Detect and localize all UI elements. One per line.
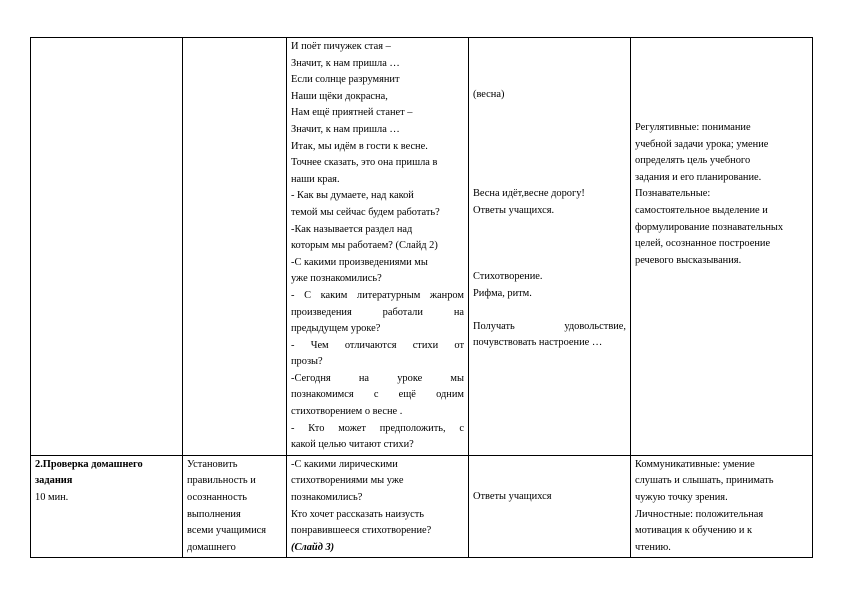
teacher-question-line: которым мы работаем? (Слайд 2) — [291, 240, 438, 252]
uud-line: учебной задачи урока; умение — [635, 138, 769, 150]
student-answer: Ответы учащихся. — [473, 205, 555, 216]
student-answer: Стихотворение. — [473, 271, 543, 282]
teacher-question-line: Кто хочет рассказать наизусть — [291, 508, 424, 520]
poem-line: Нам ещё приятней станет – — [291, 107, 413, 119]
goal-line: Установить — [187, 458, 238, 470]
teacher-question-line: уже познакомились? — [291, 273, 382, 285]
uud-line: Личностные: положительная — [635, 508, 764, 520]
uud-line: формулирование познавательных — [635, 221, 784, 233]
poem-line: Если солнце разрумянит — [291, 74, 400, 86]
table-row — [31, 455, 813, 558]
poem-line: Значит, к нам пришла … — [291, 57, 400, 69]
teacher-question-line: -С какими произведениями мы — [291, 256, 428, 268]
uud-line: задания и его планирование. — [635, 171, 762, 183]
teacher-text-line: стихотворением о весне . — [291, 406, 403, 418]
teacher-question-line: -Как называется раздел над — [291, 223, 413, 235]
teacher-question-line: понравившееся стихотворение? — [291, 525, 432, 537]
teacher-activity-cell — [287, 455, 469, 558]
student-answer: Рифма, ритм. — [473, 288, 532, 299]
teacher-question-line: - Кто может предположить, с — [291, 422, 464, 434]
student-answer: Ответы учащихся — [473, 490, 552, 502]
goal-line: выполнения — [187, 508, 241, 520]
student-activity-cell — [469, 38, 631, 456]
uud-line: самостоятельное выделение и — [635, 204, 768, 216]
uud-line: мотивация к обучению и к — [635, 525, 753, 537]
stage-time: 10 мин. — [35, 492, 69, 504]
goal-cell — [183, 38, 287, 456]
uud-line: целей, осознанное построение — [635, 238, 771, 250]
uud-line: Регулятивные: понимание — [635, 122, 751, 133]
uud-line: чтению. — [635, 541, 671, 553]
teacher-question-line: - Чем отличаются стихи от — [291, 339, 464, 351]
teacher-text-line: познакомимся с ещё одним — [291, 389, 464, 401]
goal-line: домашнего — [187, 541, 236, 553]
goal-line: правильность и — [187, 475, 256, 487]
slide-reference: (Слайд 3) — [291, 541, 335, 553]
teacher-question-line: темой мы сейчас будем работать? — [291, 206, 440, 218]
teacher-question-line: прозы? — [291, 356, 323, 368]
uud-line: Коммуникативные: умение — [635, 458, 755, 470]
student-activity-cell — [469, 455, 631, 558]
uud-line: чужую точку зрения. — [635, 492, 728, 504]
uud-line: слушать и слышать, принимать — [635, 475, 774, 487]
goal-line: всеми учащимися — [187, 525, 267, 537]
uud-line: Познавательные: — [635, 188, 711, 200]
teacher-question-line: - С каким литературным жанром — [291, 289, 464, 301]
student-answer: Весна идёт,весне дорогу! — [473, 188, 585, 199]
lesson-plan-table — [30, 37, 813, 558]
student-answer: Получать удовольствие, — [473, 321, 626, 332]
stage-title: 2.Проверка домашнего — [35, 458, 143, 470]
table-row — [31, 38, 813, 456]
goal-line: осознанность — [187, 492, 248, 504]
uud-cell — [631, 38, 813, 456]
poem-line: И поёт пичужек стая – — [291, 41, 391, 52]
teacher-text-line: наши края. — [291, 173, 340, 185]
uud-line: определять цель учебного — [635, 155, 751, 167]
teacher-question-line: предыдущем уроке? — [291, 323, 381, 335]
student-answer: (весна) — [473, 89, 505, 100]
stage-cell — [31, 38, 183, 456]
uud-cell — [631, 455, 813, 558]
teacher-question-line: -С какими лирическими — [291, 458, 398, 470]
uud-line: речевого высказывания. — [635, 254, 742, 266]
teacher-question-line: - Как вы думаете, над какой — [291, 190, 414, 202]
teacher-text-line: Итак, мы идём в гости к весне. — [291, 140, 428, 152]
teacher-question-line: произведения работали на — [291, 306, 464, 318]
stage-cell — [31, 455, 183, 558]
teacher-text-line: Точнее сказать, это она пришла в — [291, 157, 438, 169]
goal-cell — [183, 455, 287, 558]
teacher-question-line: познакомились? — [291, 492, 363, 504]
teacher-question-line: какой целью читают стихи? — [291, 439, 414, 451]
teacher-question-line: стихотворениями мы уже — [291, 475, 404, 487]
teacher-text-line: -Сегодня на уроке мы — [291, 372, 464, 384]
poem-line: Наши щёки докрасна, — [291, 90, 388, 102]
teacher-activity-cell — [287, 38, 469, 456]
student-answer: почувствовать настроение … — [473, 337, 603, 348]
stage-title: задания — [35, 475, 73, 487]
poem-line: Значит, к нам пришла … — [291, 123, 400, 135]
